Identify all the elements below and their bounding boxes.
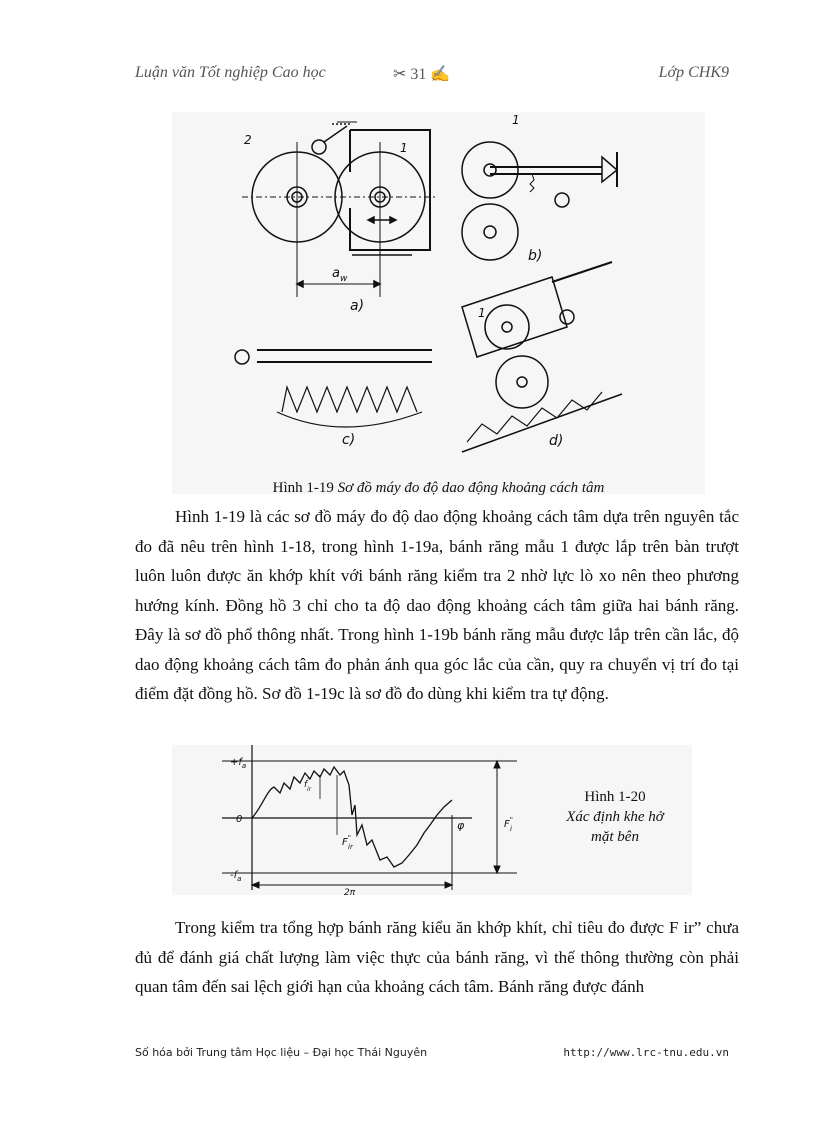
paragraph-2: Trong kiểm tra tổng hợp bánh răng kiểu ăn khớp khít, chỉ tiêu đo được F ir” chưa đủ để đánh giá chất lượng làm việc thực của bánh răng, vì thế thông thường còn phải quan tâm đến sai lệch giới hạn của khoảng cách tâm. Bánh răng được đánh — [135, 918, 739, 996]
label-panel-a: a) — [350, 298, 365, 314]
header-thesis-title: Luận văn Tốt nghiệp Cao học — [135, 64, 326, 81]
footer-url[interactable]: http://www.lrc-tnu.edu.vn — [563, 1046, 729, 1059]
figure-1-19 — [172, 112, 705, 494]
label-gear-1a: 1 — [400, 141, 408, 155]
dial-indicator-icon — [555, 193, 569, 207]
label-panel-c: c) — [342, 432, 356, 448]
label-panel-d: d) — [549, 433, 564, 449]
label-two-pi: 2π — [344, 888, 356, 895]
dial-indicator-icon — [312, 140, 326, 154]
figure-1-19-caption: Hình 1-19 Sơ đồ máy đo độ dao động khoảng cách tâm — [272, 480, 605, 496]
pen-icon: ✍ — [430, 66, 451, 83]
page-footer — [135, 1046, 729, 1059]
label-phi: φ — [457, 819, 465, 832]
page-header — [135, 64, 729, 88]
header-class: Lớp CHK9 — [658, 64, 729, 81]
dial-indicator-icon — [235, 350, 249, 364]
gear-1b-circle — [462, 142, 518, 198]
dial-indicator-icon — [560, 310, 574, 324]
scissors-icon: ✂ — [393, 66, 407, 83]
footer-source: Số hóa bởi Trung tâm Học liệu – Đại học Thái Nguyên — [135, 1046, 428, 1059]
label-gear-1b: 1 — [512, 113, 520, 127]
label-center-distance: $a_w$ — [332, 266, 348, 284]
paragraph-1: Hình 1-19 là các sơ đồ máy đo độ dao động khoảng cách tâm dựa trên nguyên tắc đo đã nêu trên hình 1-18, trong hình 1-19a, bánh răng mẫu 1 được lắp trên bàn trượt luôn luôn được ăn khớp khít với bánh răng kiểm tra 2 nhờ lực lò xo nên theo phương hướng kính. Đồng hồ 3 chỉ cho ta độ dao động khoảng cách tâm giữa hai bánh răng. Đây là sơ đồ phổ thông nhất. Trong hình 1-19b bánh răng mẫu được lắp trên cần lắc, độ dao động khoảng cách tâm đo phản ánh qua góc lắc của cần, quy ra chuyển vị trí đo tại điểm đặt đồng hồ. Sơ đồ 1-19c là sơ đồ đo dùng khi kiểm tra tự động. — [135, 507, 739, 703]
label-plus-fa: $+f_a$ — [230, 757, 247, 770]
label-minus-fa: $-f_a$ — [230, 870, 242, 883]
figure-1-20-caption: Hình 1-20 Xác định khe hở mặt bên — [566, 789, 664, 845]
label-F-ir: F" ir — [342, 834, 353, 851]
label-F-i: F" i — [504, 816, 513, 833]
page-number: ✂ 31 ✍ — [393, 66, 451, 83]
label-f-ir-small: f" ir — [304, 777, 312, 793]
label-gear-1d: 1 — [478, 306, 486, 320]
label-gear-2: 2 — [244, 133, 252, 147]
figure-1-20-chart — [172, 745, 552, 895]
figure-1-19-drawing — [172, 112, 705, 484]
label-panel-b: b) — [528, 248, 543, 264]
label-zero: 0 — [236, 814, 243, 825]
